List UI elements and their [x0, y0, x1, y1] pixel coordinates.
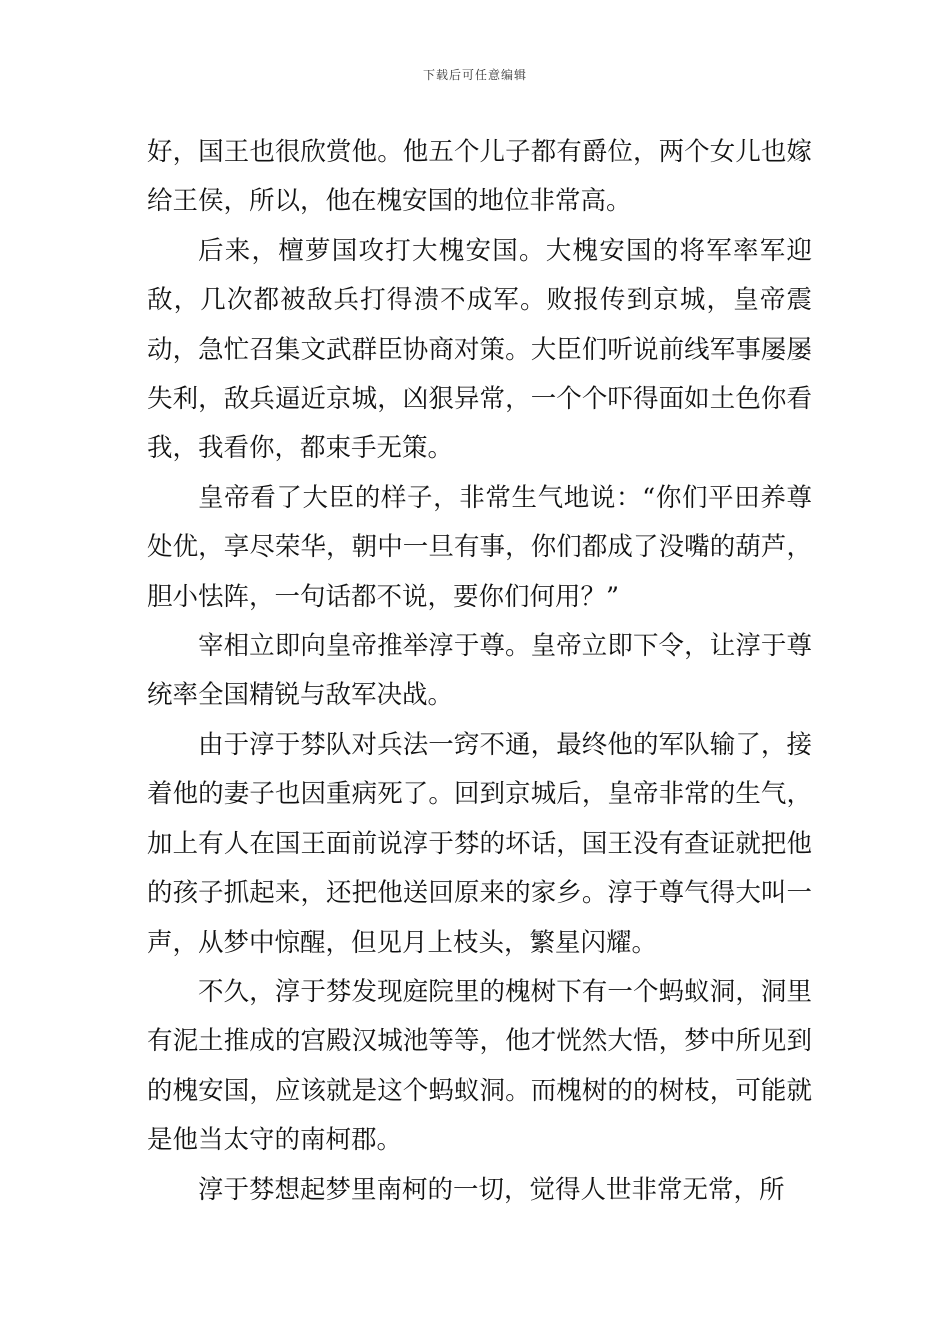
paragraph-3: 皇帝看了大臣的样子，非常生气地说：“你们平田养尊处优，享尽荣华，朝中一旦有事，你们都成了没嘴的葫芦，胆小怯阵，一句话都不说，要你们何用？” — [147, 482, 812, 612]
paragraph-7: 淳于棼想起梦里南柯的一切，觉得人世非常无常，所 — [198, 1174, 785, 1205]
paragraph-4: 宰相立即向皇帝推举淳于尊。皇帝立即下令，让淳于尊统率全国精锐与敌军决战。 — [147, 631, 812, 711]
body-text — [147, 128, 812, 1215]
page-header: 下载后可任意编辑 — [422, 68, 527, 82]
paragraph-1: 好，国王也很欣赏他。他五个儿子都有爵位，两个女儿也嫁给王侯，所以，他在槐安国的地位非常高。 — [147, 137, 812, 217]
paragraph-5: 由于淳于棼队对兵法一窍不通，最终他的军队输了，接着他的妻子也因重病死了。回到京城后，皇帝非常的生气，加上有人在国王面前说淳于棼的坏话，国王没有查证就把他的孩子抓起来，还把他送回原来的家乡。淳于尊气得大叫一声，从梦中惊醒，但见月上枝头，繁星闪耀。 — [147, 729, 812, 958]
paragraph-6: 不久，淳于棼发现庭院里的槐树下有一个蚂蚁洞，洞里有泥土推成的宫殿汉城池等等，他才恍然大悟，梦中所见到的槐安国，应该就是这个蚂蚁洞。而槐树的的树枝，可能就是他当太守的南柯郡。 — [147, 976, 812, 1156]
paragraph-2: 后来，檀萝国攻打大槐安国。大槐安国的将军率军迎敌，几次都被敌兵打得溃不成军。败报传到京城，皇帝震动，急忙召集文武群臣协商对策。大臣们听说前线军事屡屡失利，敌兵逼近京城，凶狠异常，一个个吓得面如土色你看我，我看你，都束手无策。 — [147, 235, 812, 464]
